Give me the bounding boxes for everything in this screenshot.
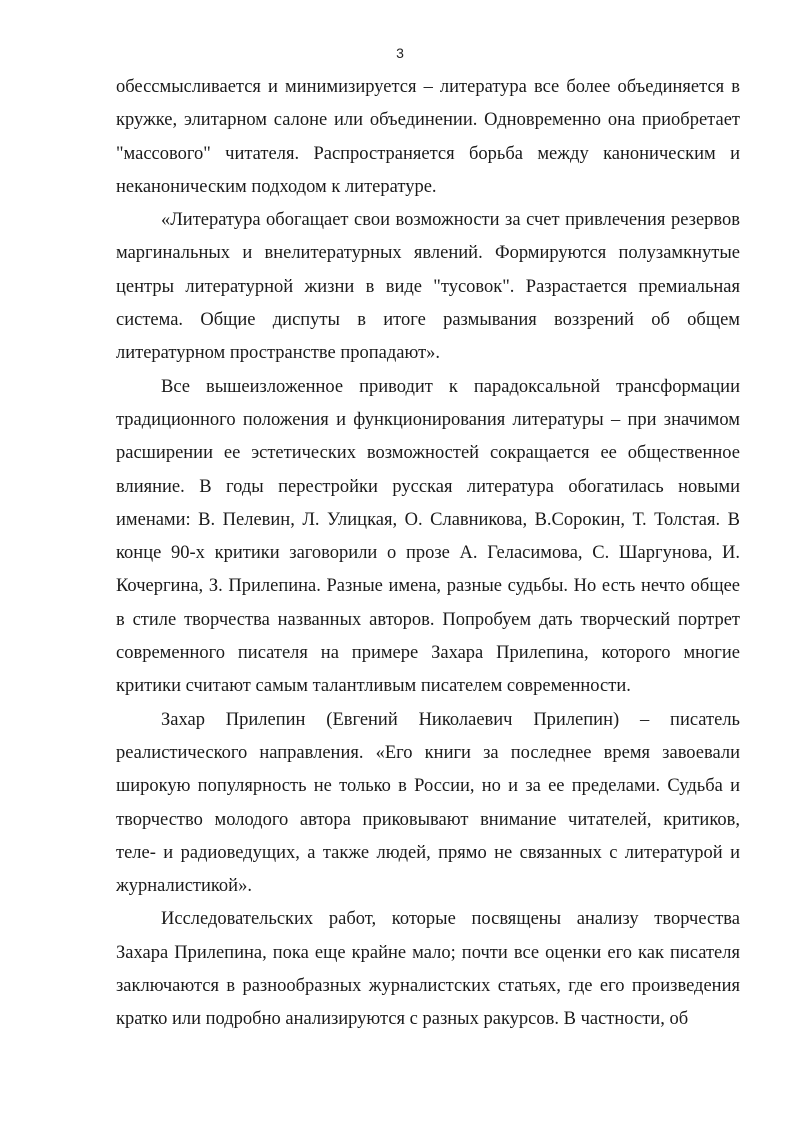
body-text: [116, 71, 740, 1037]
paragraph-5: Исследовательских работ, которые посвящены анализу творчества Захара Прилепина, пока еще крайне мало; почти все оценки его как писателя заключаются в разнообразных журналистских статьях, где его произведения кратко или подробно анализируются с разных ракурсов. В частности, об: [116, 909, 740, 1030]
paragraph-4: Захар Прилепин (Евгений Николаевич Прилепин) – писатель реалистического направления. «Его книги за последнее время завоевали широкую популярность не только в России, но и за ее пределами. Судьба и творчество молодого автора приковывают внимание читателей, критиков, теле- и радиоведущих, а также людей, прямо не связанных с литературой и журналистикой».: [116, 709, 740, 897]
paragraph-1: обессмысливается и минимизируется – литература все более объединяется в кружке, элитарном салоне или объединении. Одновременно она приобретает "массового" читателя. Распространяется борьба между каноническим и неканоническим подходом к литературе.: [116, 77, 740, 197]
page-number: 3: [396, 45, 404, 61]
paragraph-2: «Литература обогащает свои возможности за счет привлечения резервов маргинальных и внелитературных явлений. Формируются полузамкнутые центры литературной жизни в виде "тусовок". Разрастается премиальная система. Общие диспуты в итоге размывания воззрений об общем литературном пространстве пропадают».: [116, 210, 740, 364]
paragraph-3: Все вышеизложенное приводит к парадоксальной трансформации традиционного положения и функционирования литературы – при значимом расширении ее эстетических возможностей сокращается ее общественное влияние. В годы перестройки русская литература обогатилась новыми именами: В. Пелевин, Л. Улицкая, О. Славникова, В.Сорокин, Т. Толстая. В конце 90-х критики заговорили о прозе А. Геласимова, С. Шаргунова, И. Кочергина, З. Прилепина. Разные имена, разные судьбы. Но есть нечто общее в стиле творчества названных авторов. Попробуем дать творческий портрет современного писателя на примере Захара Прилепина, которого многие критики считают самым талантливым писателем современности.: [116, 376, 740, 697]
